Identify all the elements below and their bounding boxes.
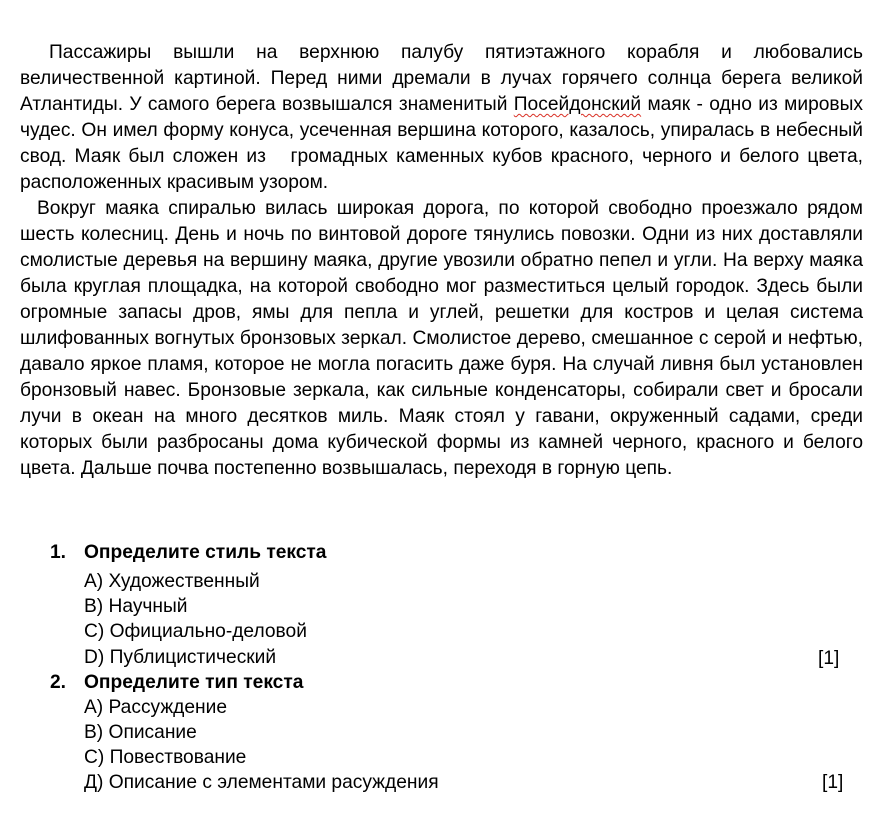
question-1-option-c: C) Официально-деловой — [84, 621, 307, 642]
question-2-title — [50, 670, 303, 696]
question-1-score: [1] — [818, 648, 840, 669]
paragraph-1-part-2: маяк - одно из мировых чудес. Он имел форму конуса, усеченная вершина которого, казалось, упиралась в небесный свод. Маяк был сложен из громадных каменных кубов красного, черного и белого цвета, расположенных красивым узором. — [20, 94, 869, 193]
question-1-text: Определите стиль текста — [84, 542, 327, 563]
question-2-option-a: A) Рассуждение — [84, 697, 228, 718]
paragraph-1-part-1: Пассажиры вышли на верхнюю палубу пятиэтажного корабля и любовались величественной картиной. Перед ними дремали в лучах горячего солнца берега великой Атлантиды. У самого берега возвышался знаменитый — [20, 42, 863, 115]
paragraph-1 — [20, 40, 869, 196]
paragraph-2: Вокруг маяка спиралью вилась широкая дорога, по которой свободно проезжало рядом шесть колесниц. День и ночь по винтовой дороге тянулись повозки. Одни из них доставляли смолистые деревья на вершину маяка, другие увозили обратно пепел и угли. На верху маяка была круглая площадка, на которой свободно мог разместиться целый городок. Здесь были огромные запасы дров, ямы для пепла и углей, решетки для костров и целая система шлифованных вогнутых бронзовых зеркал. Смолистое дерево, смешанное с серой и нефтью, давало яркое пламя, которое не могла погасить даже буря. На случай ливня был установлен бронзовый навес. Бронзовые зеркала, как сильные конденсаторы, собирали свет и бросали лучи в океан на много десятков миль. Маяк стоял у гавани, окруженный садами, среди которых были разбросаны дома кубической формы из камней черного, красного и белого цвета. Дальше почва постепенно возвышалась, переходя в горную цепь. — [20, 198, 863, 479]
question-1-option-b: B) Научный — [84, 596, 188, 617]
spellcheck-flagged-word: Посейдонский — [513, 94, 642, 115]
question-2-text: Определите тип текста — [84, 672, 304, 693]
question-2-number: 2. — [50, 672, 67, 693]
question-2-option-b: B) Описание — [84, 722, 197, 743]
question-2-option-d: Д) Описание с элементами расуждения — [84, 772, 439, 793]
question-2-score: [1] — [822, 772, 844, 793]
question-1-number: 1. — [50, 542, 67, 563]
question-1-option-d: D) Публицистический — [84, 647, 277, 668]
question-2-option-c: C) Повествование — [84, 747, 247, 768]
question-1-option-a: A) Художественный — [84, 571, 260, 592]
question-1-title — [50, 540, 326, 566]
